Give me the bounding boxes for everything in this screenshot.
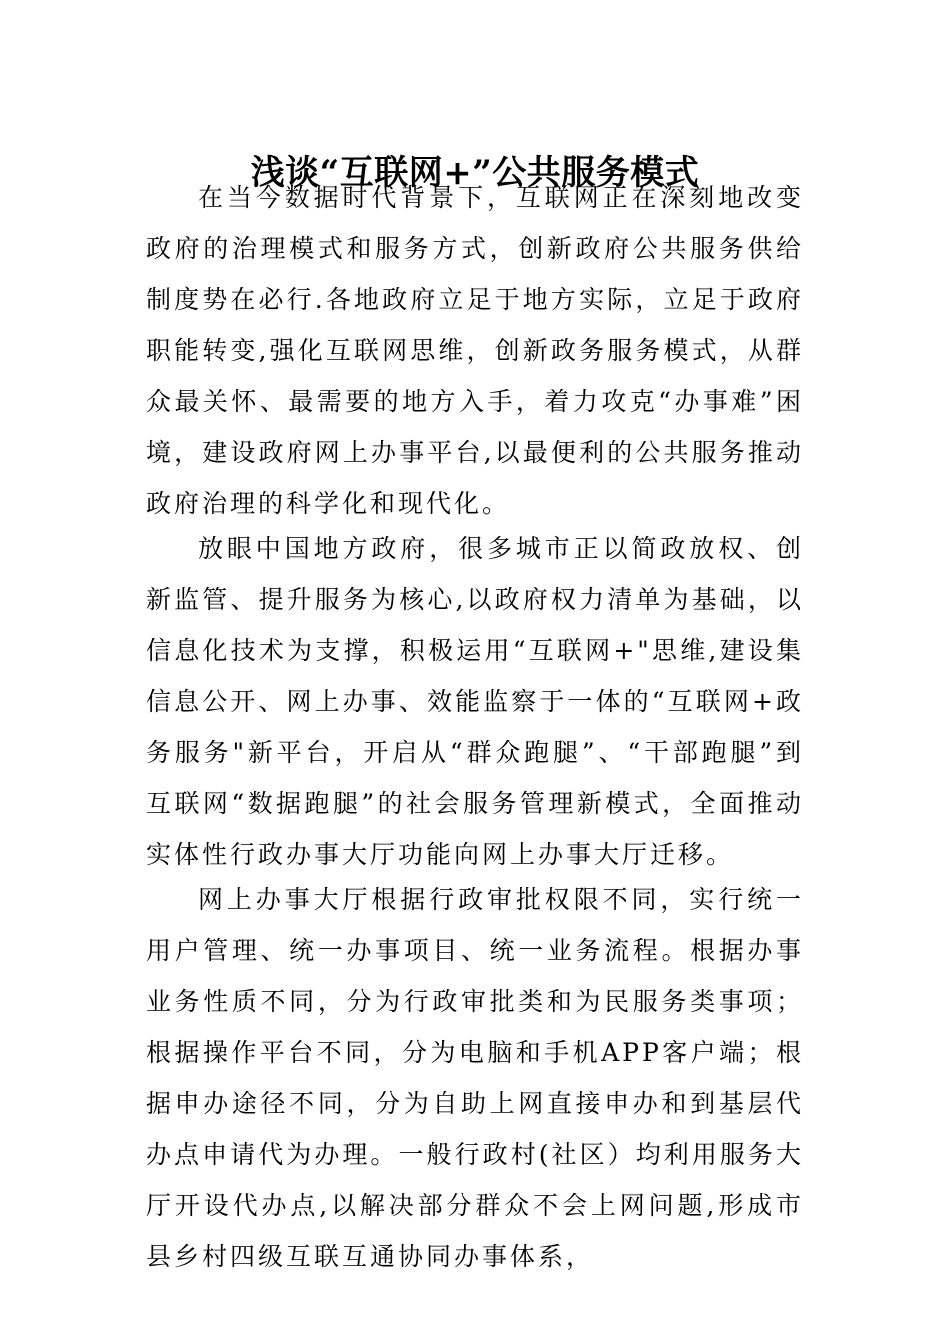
paragraph-1: 在当今数据时代背景下，互联网正在深刻地改变政府的治理模式和服务方式，创新政府公共服务供给制度势在必行.各地政府立足于地方实际，立足于政府职能转变,强化互联网思维，创新政务服务模式，从群众最关怀、最需要的地方入手，着力攻克“办事难”困境，建设政府网上办事平台,以最便利的公共服务推动政府治理的科学化和现代化。	[146, 183, 804, 518]
paragraph-2: 放眼中国地方政府，很多城市正以简政放权、创新监管、提升服务为核心,以政府权力清单为基础，以信息化技术为支撑，积极运用“互联网+"思维,建设集信息公开、网上办事、效能监察于一体的“互联网+政务服务"新平台，开启从“群众跑腿”、“干部跑腿”到互联网“数据跑腿”的社会服务管理新模式，全面推动实体性行政办事大厅功能向网上办事大厅迁移。	[146, 534, 804, 869]
document-title: 浅谈“互联网+”公共服务模式	[250, 152, 700, 193]
paragraph-3: 网上办事大厅根据行政审批权限不同，实行统一用户管理、统一办事项目、统一业务流程。根据办事业务性质不同，分为行政审批类和为民服务类事项；根据操作平台不同，分为电脑和手机APP客户端；根据申办途径不同，分为自助上网直接申办和到基层代办点申请代为办理。一般行政村(社区）均利用服务大厅开设代办点,以解决部分群众不会上网问题,形成市县乡村四级互联互通协同办事体系，	[146, 885, 804, 1271]
